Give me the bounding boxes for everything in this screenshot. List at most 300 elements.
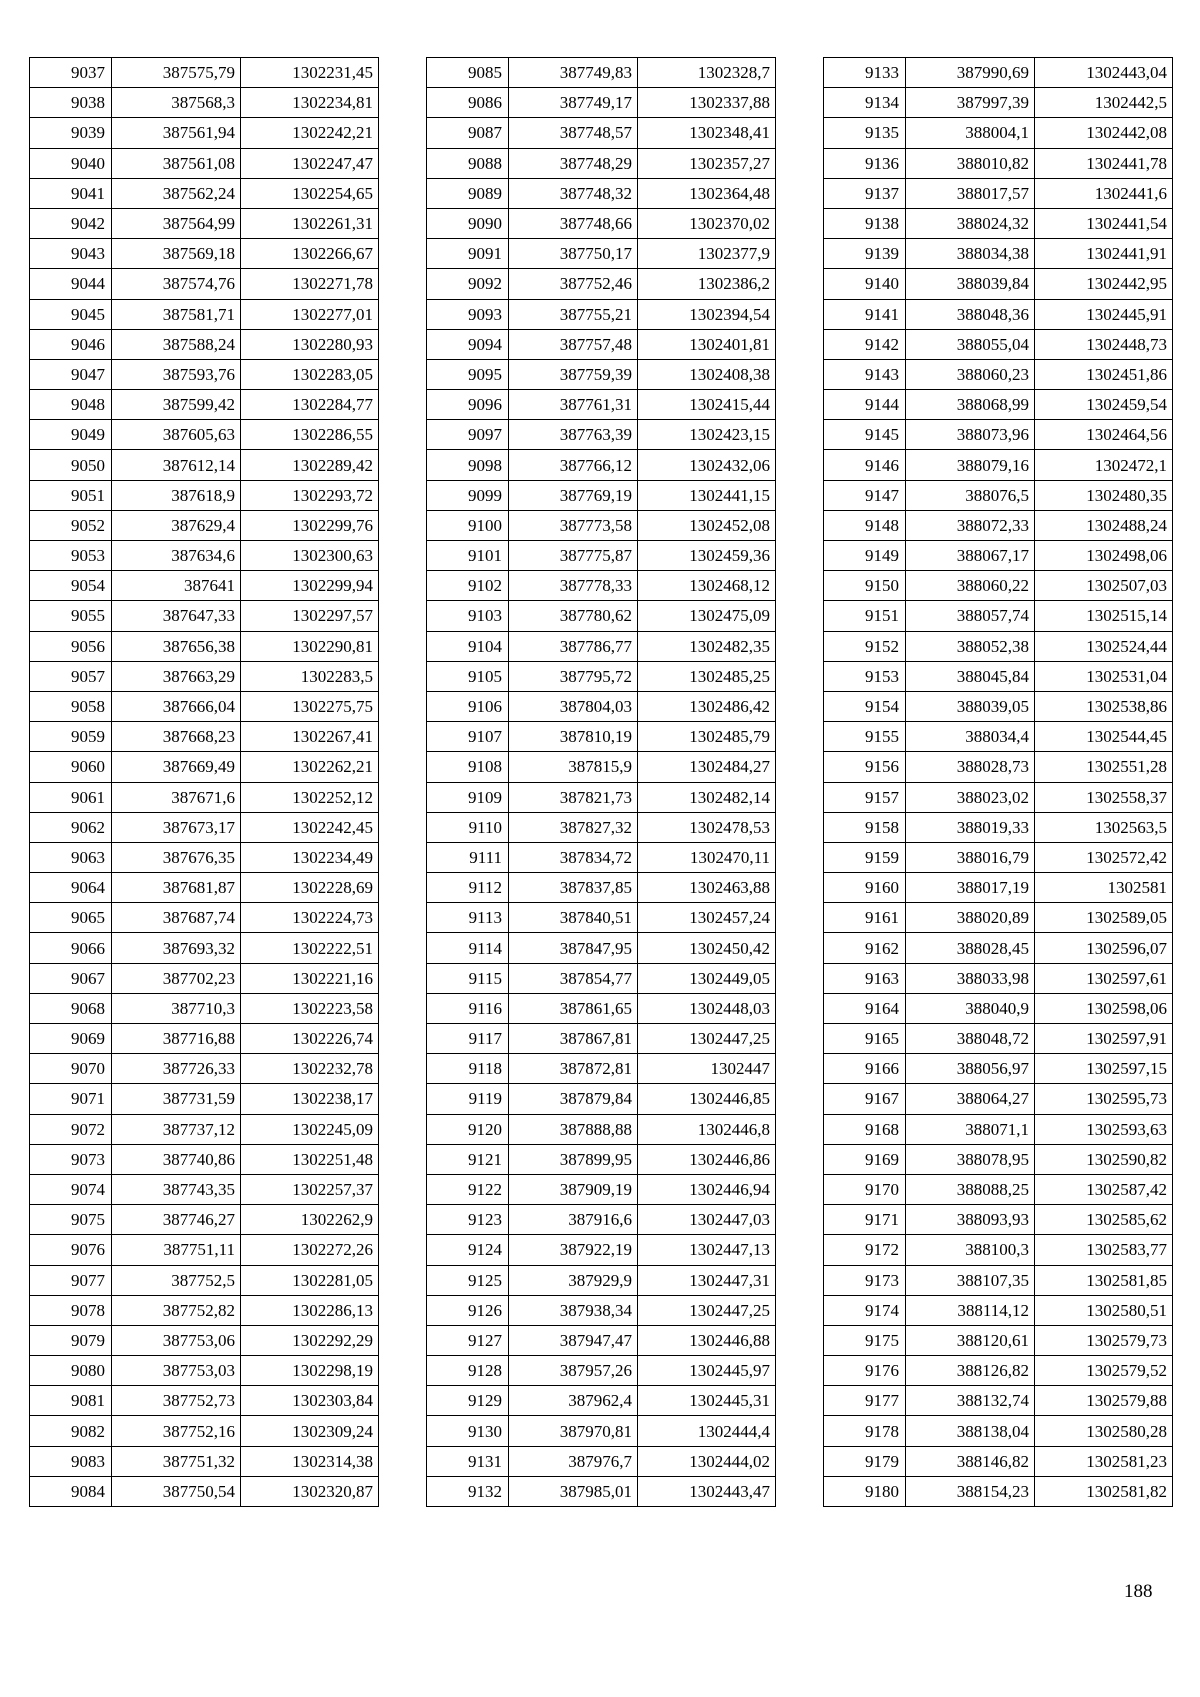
- x-coordinate-cell: 388120,61: [906, 1325, 1035, 1355]
- y-coordinate-cell: 1302242,45: [241, 812, 379, 842]
- y-coordinate-cell: 1302447,03: [638, 1205, 776, 1235]
- table-row: [824, 1235, 1173, 1265]
- point-number-cell: 9109: [427, 782, 509, 812]
- x-coordinate-cell: 387916,6: [509, 1205, 638, 1235]
- y-coordinate-cell: 1302415,44: [638, 390, 776, 420]
- point-number-cell: 9062: [30, 812, 112, 842]
- point-number-cell: 9115: [427, 963, 509, 993]
- y-coordinate-cell: 1302252,12: [241, 782, 379, 812]
- table-row: [824, 1416, 1173, 1446]
- point-number-cell: 9166: [824, 1054, 906, 1084]
- point-number-cell: 9089: [427, 178, 509, 208]
- table-row: [30, 601, 379, 631]
- table-row: [30, 903, 379, 933]
- table-row: [30, 661, 379, 691]
- x-coordinate-cell: 387775,87: [509, 541, 638, 571]
- point-number-cell: 9162: [824, 933, 906, 963]
- table-row: [427, 1295, 776, 1325]
- table-row: [30, 1476, 379, 1506]
- y-coordinate-cell: 1302283,05: [241, 359, 379, 389]
- point-number-cell: 9161: [824, 903, 906, 933]
- point-number-cell: 9070: [30, 1054, 112, 1084]
- point-number-cell: 9157: [824, 782, 906, 812]
- table-row: [30, 571, 379, 601]
- x-coordinate-cell: 388072,33: [906, 510, 1035, 540]
- y-coordinate-cell: 1302468,12: [638, 571, 776, 601]
- y-coordinate-cell: 1302450,42: [638, 933, 776, 963]
- table-row: [824, 208, 1173, 238]
- table-row: [427, 933, 776, 963]
- x-coordinate-cell: 387872,81: [509, 1054, 638, 1084]
- point-number-cell: 9041: [30, 178, 112, 208]
- x-coordinate-cell: 387748,29: [509, 148, 638, 178]
- y-coordinate-cell: 1302262,21: [241, 752, 379, 782]
- y-coordinate-cell: 1302447,13: [638, 1235, 776, 1265]
- x-coordinate-cell: 388034,4: [906, 722, 1035, 752]
- table-row: [30, 1446, 379, 1476]
- point-number-cell: 9117: [427, 1024, 509, 1054]
- x-coordinate-cell: 388076,5: [906, 480, 1035, 510]
- x-coordinate-cell: 388056,97: [906, 1054, 1035, 1084]
- table-row: [824, 118, 1173, 148]
- table-row: [30, 1205, 379, 1235]
- point-number-cell: 9095: [427, 359, 509, 389]
- y-coordinate-cell: 1302432,06: [638, 450, 776, 480]
- x-coordinate-cell: 387687,74: [112, 903, 241, 933]
- y-coordinate-cell: 1302232,78: [241, 1054, 379, 1084]
- y-coordinate-cell: 1302524,44: [1035, 631, 1173, 661]
- y-coordinate-cell: 1302408,38: [638, 359, 776, 389]
- x-coordinate-cell: 387726,33: [112, 1054, 241, 1084]
- x-coordinate-cell: 387702,23: [112, 963, 241, 993]
- table-row: [30, 239, 379, 269]
- point-number-cell: 9146: [824, 450, 906, 480]
- x-coordinate-cell: 387795,72: [509, 661, 638, 691]
- point-number-cell: 9049: [30, 420, 112, 450]
- point-number-cell: 9138: [824, 208, 906, 238]
- coordinates-table-left: [29, 57, 379, 1507]
- point-number-cell: 9081: [30, 1386, 112, 1416]
- y-coordinate-cell: 1302441,91: [1035, 239, 1173, 269]
- x-coordinate-cell: 387663,29: [112, 661, 241, 691]
- x-coordinate-cell: 388052,38: [906, 631, 1035, 661]
- x-coordinate-cell: 387656,38: [112, 631, 241, 661]
- y-coordinate-cell: 1302459,54: [1035, 390, 1173, 420]
- x-coordinate-cell: 387746,27: [112, 1205, 241, 1235]
- x-coordinate-cell: 387562,24: [112, 178, 241, 208]
- y-coordinate-cell: 1302277,01: [241, 299, 379, 329]
- y-coordinate-cell: 1302486,42: [638, 691, 776, 721]
- point-number-cell: 9039: [30, 118, 112, 148]
- x-coordinate-cell: 387861,65: [509, 993, 638, 1023]
- x-coordinate-cell: 388079,16: [906, 450, 1035, 480]
- table-row: [824, 691, 1173, 721]
- point-number-cell: 9046: [30, 329, 112, 359]
- x-coordinate-cell: 387634,6: [112, 541, 241, 571]
- table-row: [427, 420, 776, 450]
- x-coordinate-cell: 387605,63: [112, 420, 241, 450]
- point-number-cell: 9116: [427, 993, 509, 1023]
- point-number-cell: 9148: [824, 510, 906, 540]
- table-row: [30, 1265, 379, 1295]
- x-coordinate-cell: 388060,22: [906, 571, 1035, 601]
- y-coordinate-cell: 1302472,1: [1035, 450, 1173, 480]
- table-row: [824, 873, 1173, 903]
- y-coordinate-cell: 1302272,26: [241, 1235, 379, 1265]
- y-coordinate-cell: 1302289,42: [241, 450, 379, 480]
- table-row: [427, 450, 776, 480]
- x-coordinate-cell: 387669,49: [112, 752, 241, 782]
- point-number-cell: 9156: [824, 752, 906, 782]
- x-coordinate-cell: 388055,04: [906, 329, 1035, 359]
- y-coordinate-cell: 1302451,86: [1035, 359, 1173, 389]
- x-coordinate-cell: 387676,35: [112, 842, 241, 872]
- point-number-cell: 9134: [824, 88, 906, 118]
- point-number-cell: 9164: [824, 993, 906, 1023]
- y-coordinate-cell: 1302447,31: [638, 1265, 776, 1295]
- y-coordinate-cell: 1302257,37: [241, 1174, 379, 1204]
- x-coordinate-cell: 387938,34: [509, 1295, 638, 1325]
- table-row: [427, 1416, 776, 1446]
- table-row: [30, 1024, 379, 1054]
- table-row: [427, 58, 776, 88]
- table-row: [30, 88, 379, 118]
- x-coordinate-cell: 387668,23: [112, 722, 241, 752]
- table-row: [427, 993, 776, 1023]
- y-coordinate-cell: 1302447,25: [638, 1295, 776, 1325]
- y-coordinate-cell: 1302370,02: [638, 208, 776, 238]
- x-coordinate-cell: 387750,17: [509, 239, 638, 269]
- coordinates-table: [29, 57, 379, 1507]
- point-number-cell: 9052: [30, 510, 112, 540]
- x-coordinate-cell: 388078,95: [906, 1144, 1035, 1174]
- x-coordinate-cell: 387753,06: [112, 1325, 241, 1355]
- table-row: [30, 1054, 379, 1084]
- x-coordinate-cell: 387773,58: [509, 510, 638, 540]
- point-number-cell: 9086: [427, 88, 509, 118]
- table-row: [824, 1084, 1173, 1114]
- table-row: [30, 390, 379, 420]
- x-coordinate-cell: 388093,93: [906, 1205, 1035, 1235]
- x-coordinate-cell: 388154,23: [906, 1476, 1035, 1506]
- x-coordinate-cell: 388048,36: [906, 299, 1035, 329]
- point-number-cell: 9147: [824, 480, 906, 510]
- point-number-cell: 9142: [824, 329, 906, 359]
- y-coordinate-cell: 1302377,9: [638, 239, 776, 269]
- table-row: [427, 541, 776, 571]
- x-coordinate-cell: 387681,87: [112, 873, 241, 903]
- x-coordinate-cell: 387780,62: [509, 601, 638, 631]
- point-number-cell: 9045: [30, 299, 112, 329]
- y-coordinate-cell: 1302401,81: [638, 329, 776, 359]
- table-row: [824, 933, 1173, 963]
- x-coordinate-cell: 388023,02: [906, 782, 1035, 812]
- x-coordinate-cell: 388067,17: [906, 541, 1035, 571]
- y-coordinate-cell: 1302441,15: [638, 480, 776, 510]
- y-coordinate-cell: 1302581: [1035, 873, 1173, 903]
- table-row: [427, 510, 776, 540]
- point-number-cell: 9155: [824, 722, 906, 752]
- table-row: [30, 450, 379, 480]
- x-coordinate-cell: 388057,74: [906, 601, 1035, 631]
- x-coordinate-cell: 387612,14: [112, 450, 241, 480]
- table-row: [427, 390, 776, 420]
- y-coordinate-cell: 1302446,86: [638, 1144, 776, 1174]
- point-number-cell: 9097: [427, 420, 509, 450]
- table-row: [427, 963, 776, 993]
- point-number-cell: 9125: [427, 1265, 509, 1295]
- table-row: [824, 631, 1173, 661]
- x-coordinate-cell: 387867,81: [509, 1024, 638, 1054]
- point-number-cell: 9153: [824, 661, 906, 691]
- x-coordinate-cell: 387575,79: [112, 58, 241, 88]
- y-coordinate-cell: 1302223,58: [241, 993, 379, 1023]
- point-number-cell: 9073: [30, 1144, 112, 1174]
- y-coordinate-cell: 1302284,77: [241, 390, 379, 420]
- x-coordinate-cell: 388004,1: [906, 118, 1035, 148]
- table-row: [30, 631, 379, 661]
- x-coordinate-cell: 387751,32: [112, 1446, 241, 1476]
- table-row: [427, 571, 776, 601]
- point-number-cell: 9055: [30, 601, 112, 631]
- table-row: [824, 571, 1173, 601]
- y-coordinate-cell: 1302452,08: [638, 510, 776, 540]
- table-row: [824, 299, 1173, 329]
- table-row: [427, 480, 776, 510]
- y-coordinate-cell: 1302254,65: [241, 178, 379, 208]
- point-number-cell: 9044: [30, 269, 112, 299]
- point-number-cell: 9121: [427, 1144, 509, 1174]
- table-row: [30, 541, 379, 571]
- y-coordinate-cell: 1302226,74: [241, 1024, 379, 1054]
- y-coordinate-cell: 1302444,02: [638, 1446, 776, 1476]
- x-coordinate-cell: 387752,73: [112, 1386, 241, 1416]
- y-coordinate-cell: 1302583,77: [1035, 1235, 1173, 1265]
- point-number-cell: 9084: [30, 1476, 112, 1506]
- y-coordinate-cell: 1302234,81: [241, 88, 379, 118]
- y-coordinate-cell: 1302446,8: [638, 1114, 776, 1144]
- x-coordinate-cell: 387752,46: [509, 269, 638, 299]
- x-coordinate-cell: 387752,82: [112, 1295, 241, 1325]
- table-row: [824, 1386, 1173, 1416]
- point-number-cell: 9132: [427, 1476, 509, 1506]
- x-coordinate-cell: 387673,17: [112, 812, 241, 842]
- x-coordinate-cell: 388126,82: [906, 1356, 1035, 1386]
- y-coordinate-cell: 1302482,35: [638, 631, 776, 661]
- table-row: [30, 752, 379, 782]
- y-coordinate-cell: 1302447,25: [638, 1024, 776, 1054]
- point-number-cell: 9088: [427, 148, 509, 178]
- y-coordinate-cell: 1302449,05: [638, 963, 776, 993]
- table-row: [427, 752, 776, 782]
- point-number-cell: 9140: [824, 269, 906, 299]
- x-coordinate-cell: 388016,79: [906, 842, 1035, 872]
- y-coordinate-cell: 1302300,63: [241, 541, 379, 571]
- y-coordinate-cell: 1302286,13: [241, 1295, 379, 1325]
- x-coordinate-cell: 388017,57: [906, 178, 1035, 208]
- x-coordinate-cell: 387716,88: [112, 1024, 241, 1054]
- y-coordinate-cell: 1302444,4: [638, 1416, 776, 1446]
- y-coordinate-cell: 1302596,07: [1035, 933, 1173, 963]
- x-coordinate-cell: 388100,3: [906, 1235, 1035, 1265]
- point-number-cell: 9174: [824, 1295, 906, 1325]
- y-coordinate-cell: 1302446,85: [638, 1084, 776, 1114]
- table-row: [824, 661, 1173, 691]
- point-number-cell: 9103: [427, 601, 509, 631]
- x-coordinate-cell: 387618,9: [112, 480, 241, 510]
- x-coordinate-cell: 387599,42: [112, 390, 241, 420]
- table-row: [824, 903, 1173, 933]
- y-coordinate-cell: 1302484,27: [638, 752, 776, 782]
- table-row: [427, 1205, 776, 1235]
- point-number-cell: 9119: [427, 1084, 509, 1114]
- point-number-cell: 9100: [427, 510, 509, 540]
- y-coordinate-cell: 1302320,87: [241, 1476, 379, 1506]
- table-row: [824, 812, 1173, 842]
- y-coordinate-cell: 1302587,42: [1035, 1174, 1173, 1204]
- table-row: [824, 88, 1173, 118]
- y-coordinate-cell: 1302446,94: [638, 1174, 776, 1204]
- table-row: [824, 601, 1173, 631]
- table-row: [824, 1024, 1173, 1054]
- x-coordinate-cell: 388132,74: [906, 1386, 1035, 1416]
- y-coordinate-cell: 1302597,91: [1035, 1024, 1173, 1054]
- y-coordinate-cell: 1302443,04: [1035, 58, 1173, 88]
- y-coordinate-cell: 1302531,04: [1035, 661, 1173, 691]
- point-number-cell: 9118: [427, 1054, 509, 1084]
- coordinates-table: [426, 57, 776, 1507]
- point-number-cell: 9169: [824, 1144, 906, 1174]
- y-coordinate-cell: 1302579,73: [1035, 1325, 1173, 1355]
- y-coordinate-cell: 1302245,09: [241, 1114, 379, 1144]
- x-coordinate-cell: 388073,96: [906, 420, 1035, 450]
- x-coordinate-cell: 387778,33: [509, 571, 638, 601]
- x-coordinate-cell: 387985,01: [509, 1476, 638, 1506]
- x-coordinate-cell: 387710,3: [112, 993, 241, 1023]
- table-row: [30, 1295, 379, 1325]
- y-coordinate-cell: 1302498,06: [1035, 541, 1173, 571]
- table-row: [824, 329, 1173, 359]
- x-coordinate-cell: 387759,39: [509, 359, 638, 389]
- x-coordinate-cell: 387568,3: [112, 88, 241, 118]
- y-coordinate-cell: 1302441,54: [1035, 208, 1173, 238]
- table-row: [427, 1054, 776, 1084]
- point-number-cell: 9076: [30, 1235, 112, 1265]
- y-coordinate-cell: 1302590,82: [1035, 1144, 1173, 1174]
- y-coordinate-cell: 1302290,81: [241, 631, 379, 661]
- x-coordinate-cell: 387976,7: [509, 1446, 638, 1476]
- table-row: [30, 420, 379, 450]
- table-row: [427, 1356, 776, 1386]
- table-row: [30, 722, 379, 752]
- x-coordinate-cell: 387899,95: [509, 1144, 638, 1174]
- table-row: [30, 208, 379, 238]
- table-row: [427, 1024, 776, 1054]
- x-coordinate-cell: 387752,16: [112, 1416, 241, 1446]
- x-coordinate-cell: 387837,85: [509, 873, 638, 903]
- x-coordinate-cell: 387593,76: [112, 359, 241, 389]
- y-coordinate-cell: 1302314,38: [241, 1446, 379, 1476]
- table-row: [30, 782, 379, 812]
- y-coordinate-cell: 1302558,37: [1035, 782, 1173, 812]
- table-row: [30, 329, 379, 359]
- point-number-cell: 9063: [30, 842, 112, 872]
- x-coordinate-cell: 387666,04: [112, 691, 241, 721]
- x-coordinate-cell: 388060,23: [906, 359, 1035, 389]
- table-row: [30, 993, 379, 1023]
- y-coordinate-cell: 1302292,29: [241, 1325, 379, 1355]
- y-coordinate-cell: 1302298,19: [241, 1356, 379, 1386]
- table-row: [824, 1325, 1173, 1355]
- table-row: [824, 390, 1173, 420]
- x-coordinate-cell: 387922,19: [509, 1235, 638, 1265]
- table-row: [824, 842, 1173, 872]
- y-coordinate-cell: 1302580,51: [1035, 1295, 1173, 1325]
- y-coordinate-cell: 1302251,48: [241, 1144, 379, 1174]
- point-number-cell: 9163: [824, 963, 906, 993]
- y-coordinate-cell: 1302563,5: [1035, 812, 1173, 842]
- table-row: [427, 1446, 776, 1476]
- y-coordinate-cell: 1302580,28: [1035, 1416, 1173, 1446]
- point-number-cell: 9136: [824, 148, 906, 178]
- y-coordinate-cell: 1302303,84: [241, 1386, 379, 1416]
- point-number-cell: 9102: [427, 571, 509, 601]
- y-coordinate-cell: 1302441,6: [1035, 178, 1173, 208]
- point-number-cell: 9149: [824, 541, 906, 571]
- table-row: [824, 58, 1173, 88]
- x-coordinate-cell: 387752,5: [112, 1265, 241, 1295]
- x-coordinate-cell: 387879,84: [509, 1084, 638, 1114]
- x-coordinate-cell: 388045,84: [906, 661, 1035, 691]
- table-row: [30, 1235, 379, 1265]
- x-coordinate-cell: 387574,76: [112, 269, 241, 299]
- y-coordinate-cell: 1302286,55: [241, 420, 379, 450]
- table-row: [824, 1446, 1173, 1476]
- x-coordinate-cell: 387569,18: [112, 239, 241, 269]
- coordinates-table-right: [823, 57, 1173, 1507]
- y-coordinate-cell: 1302238,17: [241, 1084, 379, 1114]
- x-coordinate-cell: 387748,66: [509, 208, 638, 238]
- x-coordinate-cell: 388028,45: [906, 933, 1035, 963]
- point-number-cell: 9087: [427, 118, 509, 148]
- y-coordinate-cell: 1302593,63: [1035, 1114, 1173, 1144]
- x-coordinate-cell: 387763,39: [509, 420, 638, 450]
- x-coordinate-cell: 387997,39: [906, 88, 1035, 118]
- x-coordinate-cell: 387757,48: [509, 329, 638, 359]
- y-coordinate-cell: 1302448,03: [638, 993, 776, 1023]
- y-coordinate-cell: 1302247,47: [241, 148, 379, 178]
- point-number-cell: 9113: [427, 903, 509, 933]
- point-number-cell: 9091: [427, 239, 509, 269]
- table-row: [824, 148, 1173, 178]
- table-row: [30, 1356, 379, 1386]
- y-coordinate-cell: 1302309,24: [241, 1416, 379, 1446]
- table-row: [30, 299, 379, 329]
- table-row: [427, 1476, 776, 1506]
- y-coordinate-cell: 1302283,5: [241, 661, 379, 691]
- point-number-cell: 9112: [427, 873, 509, 903]
- point-number-cell: 9092: [427, 269, 509, 299]
- x-coordinate-cell: 387854,77: [509, 963, 638, 993]
- point-number-cell: 9178: [824, 1416, 906, 1446]
- y-coordinate-cell: 1302442,08: [1035, 118, 1173, 148]
- table-row: [30, 842, 379, 872]
- point-number-cell: 9150: [824, 571, 906, 601]
- y-coordinate-cell: 1302445,97: [638, 1356, 776, 1386]
- point-number-cell: 9080: [30, 1356, 112, 1386]
- table-row: [824, 450, 1173, 480]
- x-coordinate-cell: 388017,19: [906, 873, 1035, 903]
